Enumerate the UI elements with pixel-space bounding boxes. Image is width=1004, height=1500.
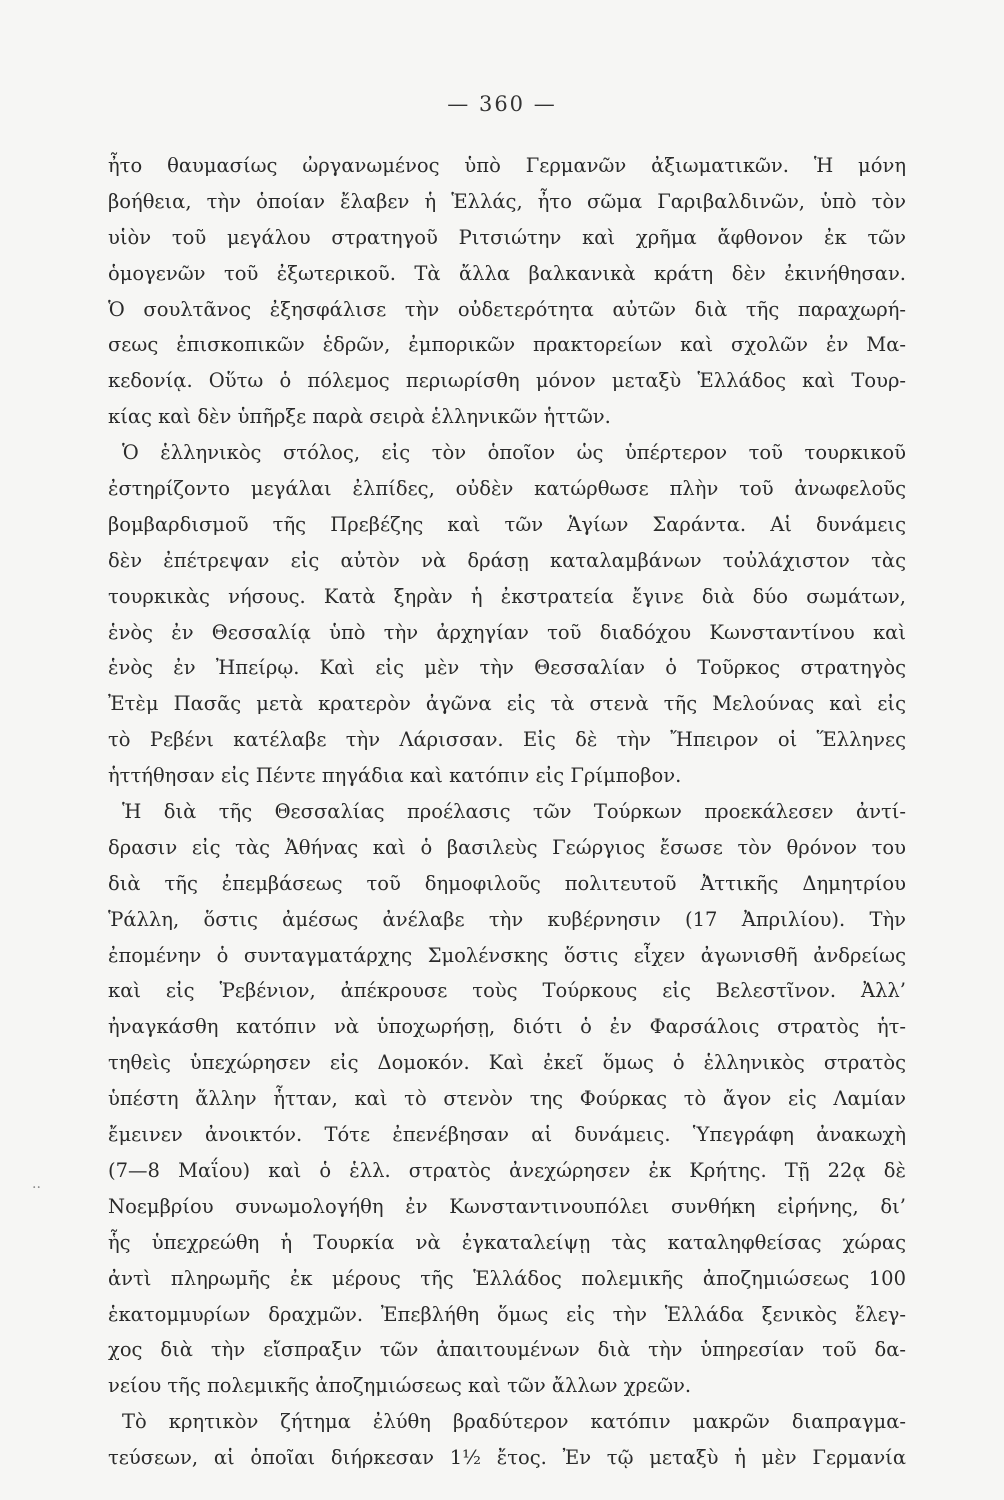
text-line: Τὸ κρητικὸν ζήτημα ἐλύθη βραδύτερον κατόπιν μακρῶν διαπραγμα- [122,1410,906,1434]
text-line: δρασιν εἰς τὰς Ἀθήνας καὶ ὁ βασιλεὺς Γεώργιος ἔσωσε τὸν θρόνον του [108,835,906,859]
text-line: Ἐτὲμ Πασᾶς μετὰ κρατερὸν ἀγῶνα εἰς τὰ στενὰ τῆς Μελούνας καὶ εἰς [108,692,906,716]
text-line: βομβαρδισμοῦ τῆς Πρεβέζης καὶ τῶν Ἁγίων Σαράντα. Αἱ δυνάμεις [108,512,906,536]
text-line: καὶ εἰς Ῥεβένιον, ἀπέκρουσε τοὺς Τούρκους εἰς Βελεστῖνον. Ἀλλ’ [108,979,906,1003]
text-line: ἀντὶ πληρωμῆς ἐκ μέρους τῆς Ἑλλάδος πολεμικῆς ἀποζημιώσεως 100 [108,1266,906,1290]
text-line: Ὁ ἑλληνικὸς στόλος, εἰς τὸν ὁποῖον ὡς ὑπέρτερον τοῦ τουρκικοῦ [122,441,906,465]
text-line: σεως ἐπισκοπικῶν ἑδρῶν, ἐμπορικῶν πρακτορείων καὶ σχολῶν ἐν Μα- [108,333,906,357]
text-line: υἱὸν τοῦ μεγάλου στρατηγοῦ Ριτσιώτην καὶ χρῆμα ἄφθονον ἐκ τῶν [108,225,906,249]
text-line: βοήθεια, τὴν ὁποίαν ἔλαβεν ἡ Ἑλλάς, ἦτο σῶμα Γαριβαλδινῶν, ὑπὸ τὸν [108,189,906,213]
text-line: τὸ Ρεβένι κατέλαβε τὴν Λάρισσαν. Εἰς δὲ τὴν Ἤπειρον οἱ Ἕλληνες [108,728,906,752]
text-line: χος διὰ τὴν εἴσπραξιν τῶν ἀπαιτουμένων διὰ τὴν ὑπηρεσίαν τοῦ δα- [108,1338,906,1362]
text-line: ἑκατομμυρίων δραχμῶν. Ἐπεβλήθη ὅμως εἰς τὴν Ἑλλάδα ξενικὸς ἔλεγ- [108,1302,906,1326]
text-line: (7—8 Μαΐου) καὶ ὁ ἑλλ. στρατὸς ἀνεχώρησεν ἐκ Κρήτης. Τῇ 22ᾳ δὲ [108,1158,906,1182]
text-line: τηθεὶς ὑπεχώρησεν εἰς Δομοκόν. Καὶ ἐκεῖ ὅμως ὁ ἑλληνικὸς στρατὸς [108,1051,906,1075]
text-line: ἐπομένην ὁ συνταγματάρχης Σμολένσκης ὅστις εἶχεν ἀγωνισθῆ ἀνδρείως [108,943,906,967]
page-number: — 360 — [447,92,557,116]
text-line: ἑνὸς ἐν Ἠπείρῳ. Καὶ εἰς μὲν τὴν Θεσσαλίαν ὁ Τοῦρκος στρατηγὸς [108,656,906,680]
text-line: κίας καὶ δὲν ὑπῆρξε παρὰ σειρὰ ἑλληνικῶν ἡττῶν. [108,405,611,429]
margin-mark: .. [32,1176,41,1192]
text-line: τεύσεων, αἱ ὁποῖαι διήρκεσαν 1½ ἔτος. Ἐν τῷ μεταξὺ ἡ μὲν Γερμανία [108,1446,906,1470]
body-text [108,148,906,1476]
text-line: κεδονίᾳ. Οὕτω ὁ πόλεμος περιωρίσθη μόνον μεταξὺ Ἑλλάδος καὶ Τουρ- [108,369,906,393]
text-line: ὁμογενῶν τοῦ ἐξωτερικοῦ. Τὰ ἄλλα βαλκανικὰ κράτη δὲν ἐκινήθησαν. [108,261,906,285]
text-line: δὲν ἐπέτρεψαν εἰς αὐτὸν νὰ δράσῃ καταλαμβάνων τοὐλάχιστον τὰς [108,548,906,572]
text-line: τουρκικὰς νήσους. Κατὰ ξηρὰν ἡ ἐκστρατεία ἔγινε διὰ δύο σωμάτων, [108,584,906,608]
text-line: Ῥάλλη, ὅστις ἀμέσως ἀνέλαβε τὴν κυβέρνησιν (17 Ἀπριλίου). Τὴν [108,907,906,931]
text-line: Νοεμβρίου συνωμολογήθη ἐν Κωνσταντινουπόλει συνθήκη εἰρήνης, δι’ [108,1194,906,1218]
text-line: ἑνὸς ἐν Θεσσαλίᾳ ὑπὸ τὴν ἀρχηγίαν τοῦ διαδόχου Κωνσταντίνου καὶ [108,620,906,644]
text-line: Ἡ διὰ τῆς Θεσσαλίας προέλασις τῶν Τούρκων προεκάλεσεν ἀντί- [122,800,906,824]
text-line: διὰ τῆς ἐπεμβάσεως τοῦ δημοφιλοῦς πολιτευτοῦ Ἀττικῆς Δημητρίου [108,871,906,895]
text-line: ἐστηρίζοντο μεγάλαι ἐλπίδες, οὐδὲν κατώρθωσε πλὴν τοῦ ἀνωφελοῦς [108,477,906,501]
text-line: ὑπέστη ἄλλην ἧτταν, καὶ τὸ στενὸν της Φούρκας τὸ ἄγον εἰς Λαμίαν [108,1087,906,1111]
text-line: ἡττήθησαν εἰς Πέντε πηγάδια καὶ κατόπιν εἰς Γρίμποβον. [108,764,682,788]
text-line: Ὁ σουλτᾶνος ἐξησφάλισε τὴν οὐδετερότητα αὐτῶν διὰ τῆς παραχωρή- [108,297,906,321]
text-line: νείου τῆς πολεμικῆς ἀποζημιώσεως καὶ τῶν ἄλλων χρεῶν. [108,1374,692,1398]
text-line: ἔμεινεν ἀνοικτόν. Τότε ἐπενέβησαν αἱ δυνάμεις. Ὑπεγράφη ἀνακωχὴ [108,1123,906,1147]
text-line: ἦτο θαυμασίως ὠργανωμένος ὑπὸ Γερμανῶν ἀξιωματικῶν. Ἡ μόνη [108,154,906,177]
text-line: ἧς ὑπεχρεώθη ἡ Τουρκία νὰ ἐγκαταλείψῃ τὰς καταληφθείσας χώρας [108,1230,906,1254]
text-line: ἠναγκάσθη κατόπιν νὰ ὑποχωρήσῃ, διότι ὁ ἐν Φαρσάλοις στρατὸς ἡτ- [108,1015,906,1039]
